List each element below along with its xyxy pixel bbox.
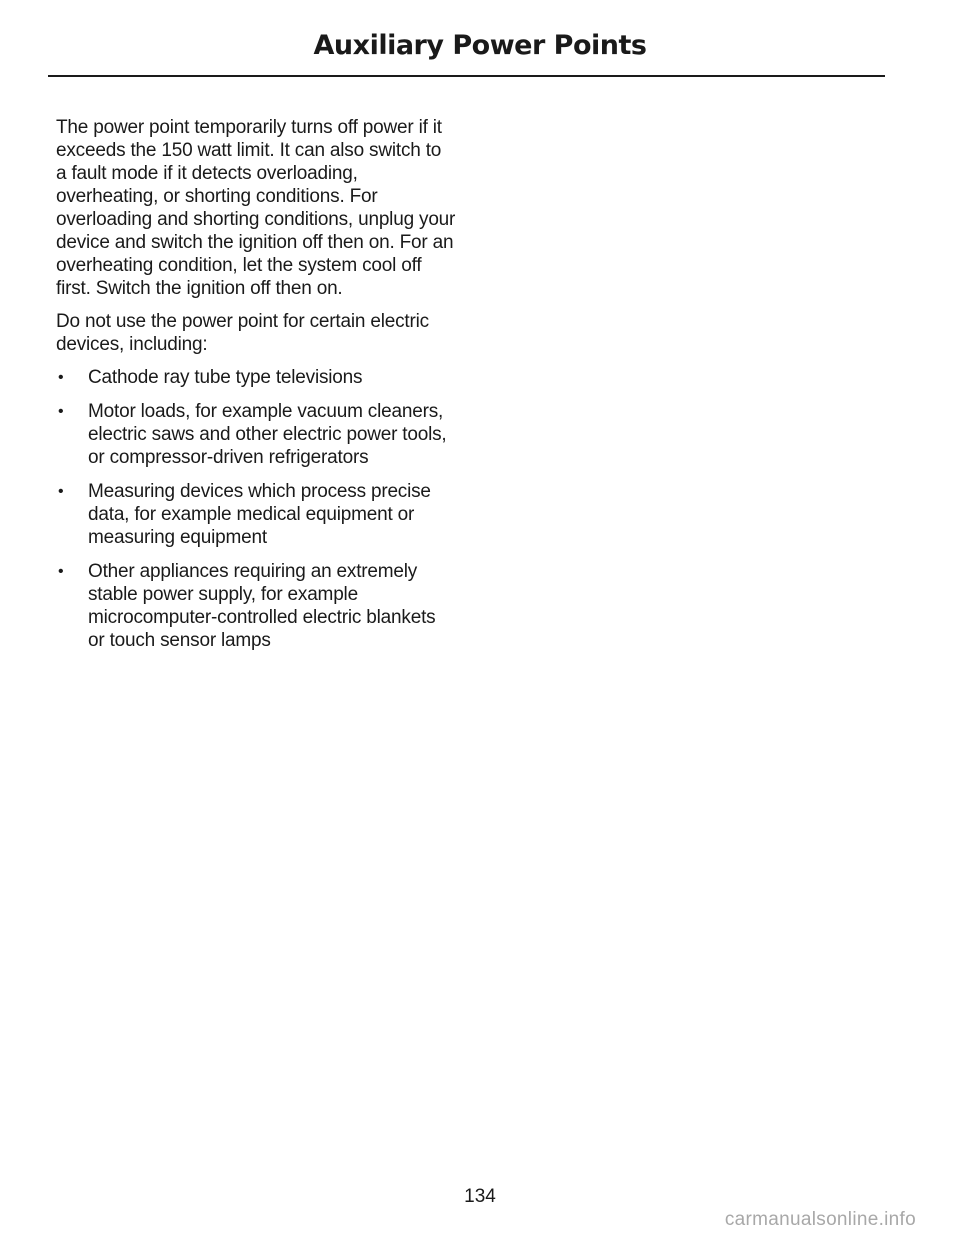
bullet-icon: • xyxy=(58,563,64,580)
device-list xyxy=(56,366,456,652)
list-item-text: Measuring devices which process precise data, for example medical equipment or measuring equipment xyxy=(88,481,431,548)
list-item-text: Cathode ray tube type televisions xyxy=(88,367,363,388)
main-content xyxy=(56,116,456,663)
intro-paragraph: The power point temporarily turns off power if it exceeds the 150 watt limit. It can also switch to a fault mode if it detects overloading, overheating, or shorting conditions. For overloading and shorting conditions, unplug your device and switch the ignition off then on. For an overheating condition, let the system cool off first. Switch the ignition off then on. xyxy=(56,117,456,299)
list-item xyxy=(56,400,456,469)
bullet-icon: • xyxy=(58,483,64,500)
bullet-icon: • xyxy=(58,369,64,386)
list-item-text: Motor loads, for example vacuum cleaners, electric saws and other electric power tools, or compressor-driven refrigerators xyxy=(88,401,447,468)
devices-paragraph: Do not use the power point for certain electric devices, including: xyxy=(56,311,429,355)
page-number: 134 xyxy=(464,1186,496,1207)
list-item xyxy=(56,480,456,549)
watermark: carmanualsonline.info xyxy=(724,1209,916,1230)
list-item xyxy=(56,366,456,389)
list-item xyxy=(56,560,456,652)
bullet-icon: • xyxy=(58,403,64,420)
list-item-text: Other appliances requiring an extremely stable power supply, for example microcomputer-controlled electric blankets or touch sensor lamps xyxy=(88,561,436,651)
page-title: Auxiliary Power Points xyxy=(313,30,647,61)
title-divider xyxy=(48,75,885,77)
